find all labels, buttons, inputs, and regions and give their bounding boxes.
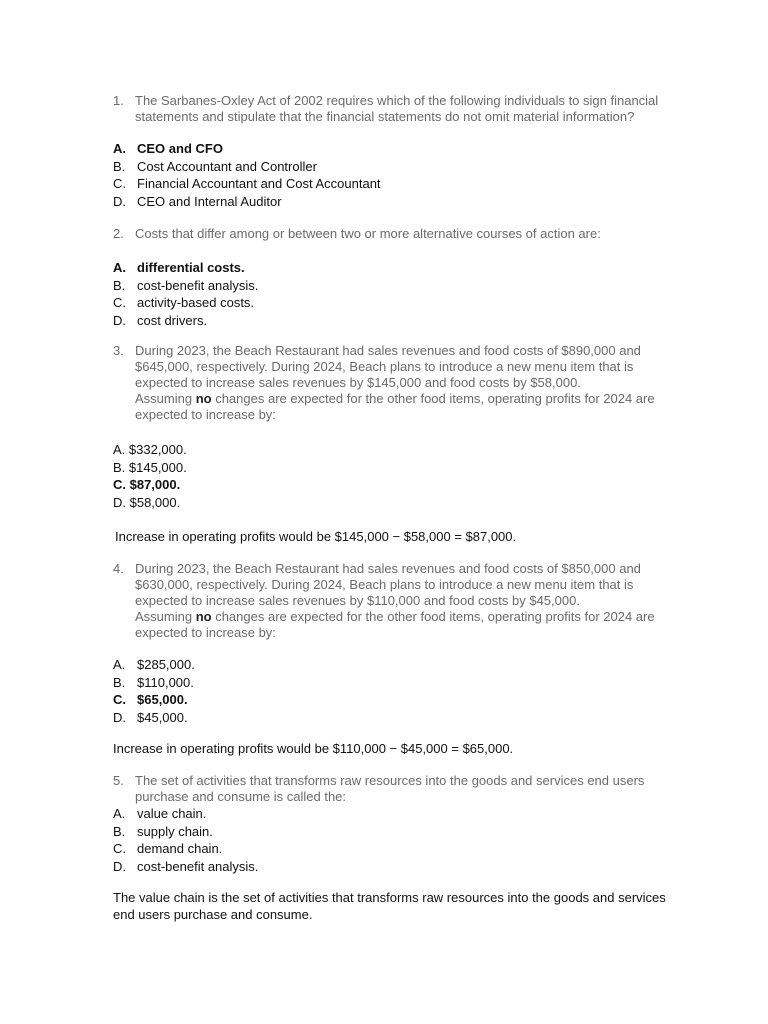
question-line: $645,000, respectively. During 2024, Beach plans to introduce a new menu item that is — [135, 359, 634, 374]
question-line: During 2023, the Beach Restaurant had sales revenues and food costs of $850,000 and — [135, 561, 641, 576]
option-a — [113, 805, 673, 823]
assume-suffix: changes are expected for the other food items, operating profits for 2024 are — [211, 391, 655, 406]
option-letter: C. — [113, 295, 126, 310]
option-text: Cost Accountant and Controller — [137, 158, 317, 174]
question-number: 3. — [113, 343, 124, 358]
question-number: 2. — [113, 226, 124, 241]
question-line: expected to increase by: — [135, 625, 276, 640]
question-5 — [113, 773, 673, 805]
assume-prefix: Assuming — [135, 609, 196, 624]
option-text: Financial Accountant and Cost Accountant — [137, 176, 381, 191]
option-text: A. $332,000. — [113, 442, 187, 457]
option-letter: D. — [113, 193, 126, 209]
explanation-line: Increase in operating profits would be $145,000 − $58,000 = $87,000. — [115, 529, 517, 544]
options-2 — [113, 259, 673, 329]
option-letter: A. — [113, 260, 126, 275]
question-line: expected to increase by: — [135, 407, 276, 422]
option-text: cost-benefit analysis. — [137, 858, 259, 874]
option-letter: D. — [113, 312, 126, 328]
option-letter: B. — [113, 674, 126, 690]
option-text: supply chain. — [137, 823, 213, 839]
option-letter: A. — [113, 141, 126, 156]
explanation-5 — [113, 889, 693, 923]
option-c — [113, 175, 673, 193]
option-d — [113, 312, 673, 330]
option-text: $65,000. — [137, 692, 188, 707]
question-2 — [113, 226, 673, 242]
question-number: 5. — [113, 773, 124, 788]
options-3 — [113, 441, 673, 511]
explanation-line: Increase in operating profits would be $110,000 − $45,000 = $65,000. — [113, 741, 514, 756]
question-line: purchase and consume is called the: — [135, 789, 347, 804]
explanation-4 — [113, 740, 693, 757]
option-text: $285,000. — [137, 657, 195, 672]
option-letter: C. — [113, 692, 126, 707]
question-text — [135, 773, 673, 805]
question-line: The set of activities that transforms raw resources into the goods and services end users — [135, 773, 645, 788]
question-line: expected to increase sales revenues by $110,000 and food costs by $45,000. — [135, 593, 580, 608]
option-letter: A. — [113, 657, 126, 672]
options-1 — [113, 140, 673, 210]
question-number: 4. — [113, 561, 124, 576]
option-letter: B. — [113, 823, 126, 839]
option-letter: B. — [113, 277, 126, 293]
option-text: CEO and Internal Auditor — [137, 193, 282, 209]
option-b — [113, 158, 673, 176]
option-d — [113, 193, 673, 211]
explanation-line: The value chain is the set of activities that transforms raw resources into the goods and services — [113, 890, 666, 905]
question-text — [135, 93, 673, 125]
question-line: Costs that differ among or between two or more alternative courses of action are: — [135, 226, 601, 241]
option-text: $110,000. — [137, 674, 194, 690]
question-text — [135, 561, 673, 641]
explanation-3 — [115, 528, 695, 545]
options-4 — [113, 656, 673, 726]
option-a — [113, 441, 673, 459]
option-text: B. $145,000. — [113, 459, 187, 475]
option-b — [113, 823, 673, 841]
option-text: D. $58,000. — [113, 494, 181, 510]
question-line: statements and stipulate that the financial statements do not omit material information? — [135, 109, 635, 124]
question-4 — [113, 561, 673, 641]
option-text: differential costs. — [137, 260, 245, 275]
options-5 — [113, 805, 673, 875]
option-b — [113, 674, 673, 692]
option-text: CEO and CFO — [137, 141, 223, 156]
option-c — [113, 840, 673, 858]
question-text — [135, 343, 673, 423]
option-d — [113, 494, 673, 512]
assume-emphasis: no — [195, 391, 212, 406]
option-text: activity-based costs. — [137, 295, 255, 310]
option-text: cost drivers. — [137, 312, 208, 328]
option-text: demand chain. — [137, 841, 223, 856]
option-letter: A. — [113, 806, 126, 821]
option-letter: C. — [113, 841, 126, 856]
option-c — [113, 691, 673, 709]
option-c — [113, 476, 673, 494]
assume-emphasis: no — [195, 609, 212, 624]
option-d — [113, 858, 673, 876]
question-line — [135, 609, 673, 625]
option-letter: D. — [113, 858, 126, 874]
option-a — [113, 656, 673, 674]
question-1 — [113, 93, 673, 125]
question-number: 1. — [113, 93, 124, 108]
option-d — [113, 709, 673, 727]
option-text: $45,000. — [137, 709, 188, 725]
option-b — [113, 459, 673, 477]
assume-suffix: changes are expected for the other food items, operating profits for 2024 are — [211, 609, 655, 624]
explanation-line: end users purchase and consume. — [113, 907, 313, 922]
option-letter: B. — [113, 158, 126, 174]
question-line: During 2023, the Beach Restaurant had sales revenues and food costs of $890,000 and — [135, 343, 641, 358]
option-c — [113, 294, 673, 312]
question-text — [135, 226, 673, 242]
option-a — [113, 259, 673, 277]
option-b — [113, 277, 673, 295]
option-letter: C. — [113, 176, 126, 191]
question-line: expected to increase sales revenues by $145,000 and food costs by $58,000. — [135, 375, 581, 390]
question-line: $630,000, respectively. During 2024, Beach plans to introduce a new menu item that is — [135, 577, 634, 592]
option-letter: D. — [113, 709, 126, 725]
question-line — [135, 391, 673, 407]
assume-prefix: Assuming — [135, 391, 196, 406]
option-text: C. $87,000. — [113, 477, 181, 492]
option-a — [113, 140, 673, 158]
question-line: The Sarbanes-Oxley Act of 2002 requires which of the following individuals to sign financial — [135, 93, 659, 108]
question-3 — [113, 343, 673, 423]
option-text: value chain. — [137, 806, 207, 821]
option-text: cost-benefit analysis. — [137, 277, 259, 293]
